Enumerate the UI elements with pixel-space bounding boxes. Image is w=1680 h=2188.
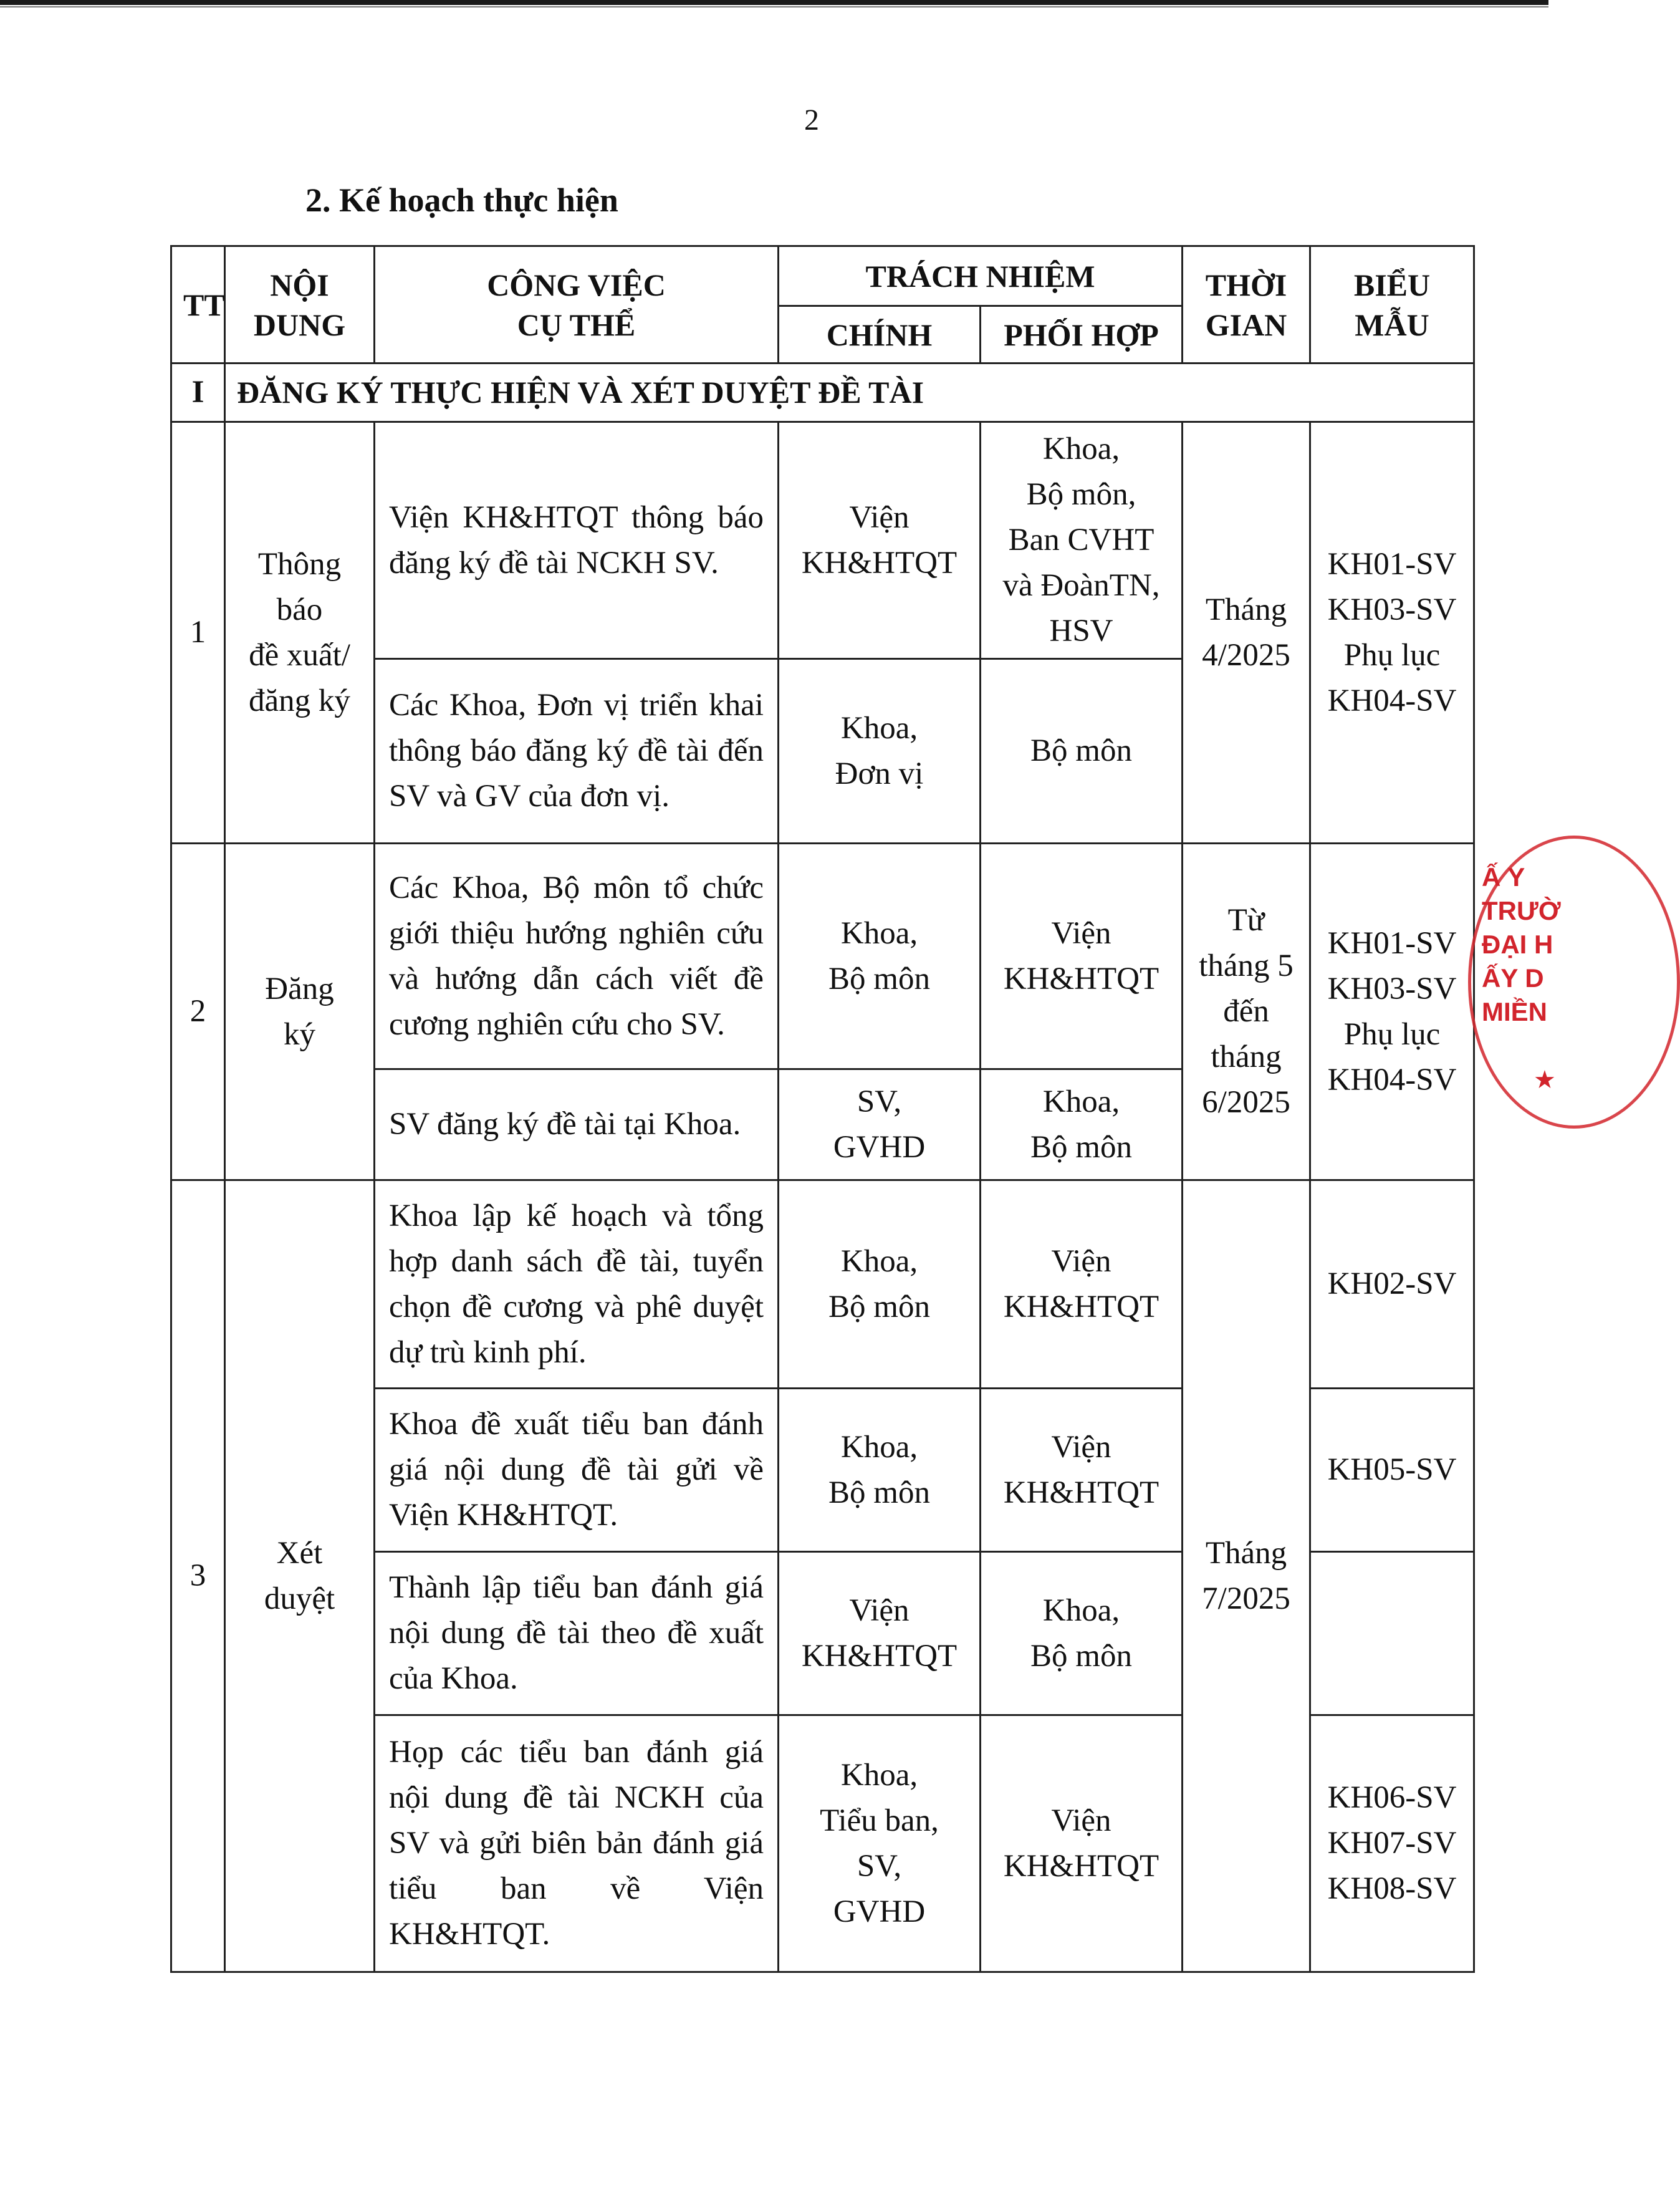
coordinator: Khoa, Bộ môn xyxy=(981,1069,1183,1180)
row-number: 2 xyxy=(171,844,225,1180)
table-row xyxy=(171,844,1474,1069)
section-heading: 2. Kế hoạch thực hiện xyxy=(305,181,618,219)
task-cell: Các Khoa, Đơn vị triển khai thông báo đăng ký đề tài đến SV và GV của đơn vị. xyxy=(375,659,779,844)
header-bieu-mau: BIỂU MẪU xyxy=(1310,246,1474,364)
main-responsible: Viện KH&HTQT xyxy=(779,422,981,659)
header-phoi-hop: PHỐI HỢP xyxy=(981,306,1183,364)
star-icon: ★ xyxy=(1534,1066,1556,1094)
coordinator: Bộ môn xyxy=(981,659,1183,844)
section-row xyxy=(171,364,1474,422)
form-cell: KH06-SV KH07-SV KH08-SV xyxy=(1310,1715,1474,1972)
header-trach-nhiem: TRÁCH NHIỆM xyxy=(779,246,1183,306)
main-responsible: Khoa, Bộ môn xyxy=(779,844,981,1069)
form-cell: KH05-SV xyxy=(1310,1389,1474,1552)
form-cell: KH02-SV xyxy=(1310,1180,1474,1389)
section-number: I xyxy=(171,364,225,422)
coordinator: Khoa, Bộ môn, Ban CVHT và ĐoànTN, HSV xyxy=(981,422,1183,659)
main-responsible: Khoa, Bộ môn xyxy=(779,1180,981,1389)
table-row xyxy=(171,422,1474,659)
task-cell: Khoa đề xuất tiểu ban đánh giá nội dung đề tài gửi về Viện KH&HTQT. xyxy=(375,1389,779,1552)
row-content: Thông báo đề xuất/ đăng ký xyxy=(225,422,375,844)
header-tt: TT xyxy=(171,246,225,364)
coordinator: Viện KH&HTQT xyxy=(981,1389,1183,1552)
main-responsible: Viện KH&HTQT xyxy=(779,1552,981,1715)
header-noi-dung: NỘI DUNG xyxy=(225,246,375,364)
task-cell: Họp các tiểu ban đánh giá nội dung đề tài NCKH của SV và gửi biên bản đánh giá tiểu ban về Viện KH&HTQT. xyxy=(375,1715,779,1972)
time-cell: Từ tháng 5 đến tháng 6/2025 xyxy=(1183,844,1310,1180)
scan-border-top xyxy=(0,0,1548,5)
coordinator: Viện KH&HTQT xyxy=(981,844,1183,1069)
coordinator: Viện KH&HTQT xyxy=(981,1180,1183,1389)
task-cell: Khoa lập kế hoạch và tổng hợp danh sách đề tài, tuyển chọn đề cương và phê duyệt dự trù kinh phí. xyxy=(375,1180,779,1389)
coordinator: Viện KH&HTQT xyxy=(981,1715,1183,1972)
row-number: 3 xyxy=(171,1180,225,1972)
time-cell: Tháng 7/2025 xyxy=(1183,1180,1310,1972)
header-thoi-gian: THỜI GIAN xyxy=(1183,246,1310,364)
main-responsible: Khoa, Đơn vị xyxy=(779,659,981,844)
row-content: Đăng ký xyxy=(225,844,375,1180)
plan-table xyxy=(170,245,1475,1973)
header-chinh: CHÍNH xyxy=(779,306,981,364)
time-cell: Tháng 4/2025 xyxy=(1183,422,1310,844)
main-responsible: SV, GVHD xyxy=(779,1069,981,1180)
main-responsible: Khoa, Tiểu ban, SV, GVHD xyxy=(779,1715,981,1972)
stamp-text: Ấ Y TRƯỜ ĐẠI H ẤY D MIỀN xyxy=(1482,862,1561,1026)
scan-border-top-thin xyxy=(0,6,1548,7)
main-responsible: Khoa, Bộ môn xyxy=(779,1389,981,1552)
table-row xyxy=(171,1180,1474,1389)
task-cell: Thành lập tiểu ban đánh giá nội dung đề tài theo đề xuất của Khoa. xyxy=(375,1552,779,1715)
row-number: 1 xyxy=(171,422,225,844)
coordinator: Khoa, Bộ môn xyxy=(981,1552,1183,1715)
task-cell: Viện KH&HTQT thông báo đăng ký đề tài NCKH SV. xyxy=(375,422,779,659)
section-title: ĐĂNG KÝ THỰC HIỆN VÀ XÉT DUYỆT ĐỀ TÀI xyxy=(225,364,1474,422)
header-row-1 xyxy=(171,246,1474,306)
row-content: Xét duyệt xyxy=(225,1180,375,1972)
form-cell: KH01-SV KH03-SV Phụ lục KH04-SV xyxy=(1310,844,1474,1180)
form-cell: KH01-SV KH03-SV Phụ lục KH04-SV xyxy=(1310,422,1474,844)
task-cell: SV đăng ký đề tài tại Khoa. xyxy=(375,1069,779,1180)
task-cell: Các Khoa, Bộ môn tổ chức giới thiệu hướng nghiên cứu và hướng dẫn cách viết đề cương nghiên cứu cho SV. xyxy=(375,844,779,1069)
form-cell xyxy=(1310,1552,1474,1715)
header-cong-viec: CÔNG VIỆC CỤ THỂ xyxy=(375,246,779,364)
page-number: 2 xyxy=(804,104,819,137)
red-seal-stamp xyxy=(1468,836,1611,1122)
